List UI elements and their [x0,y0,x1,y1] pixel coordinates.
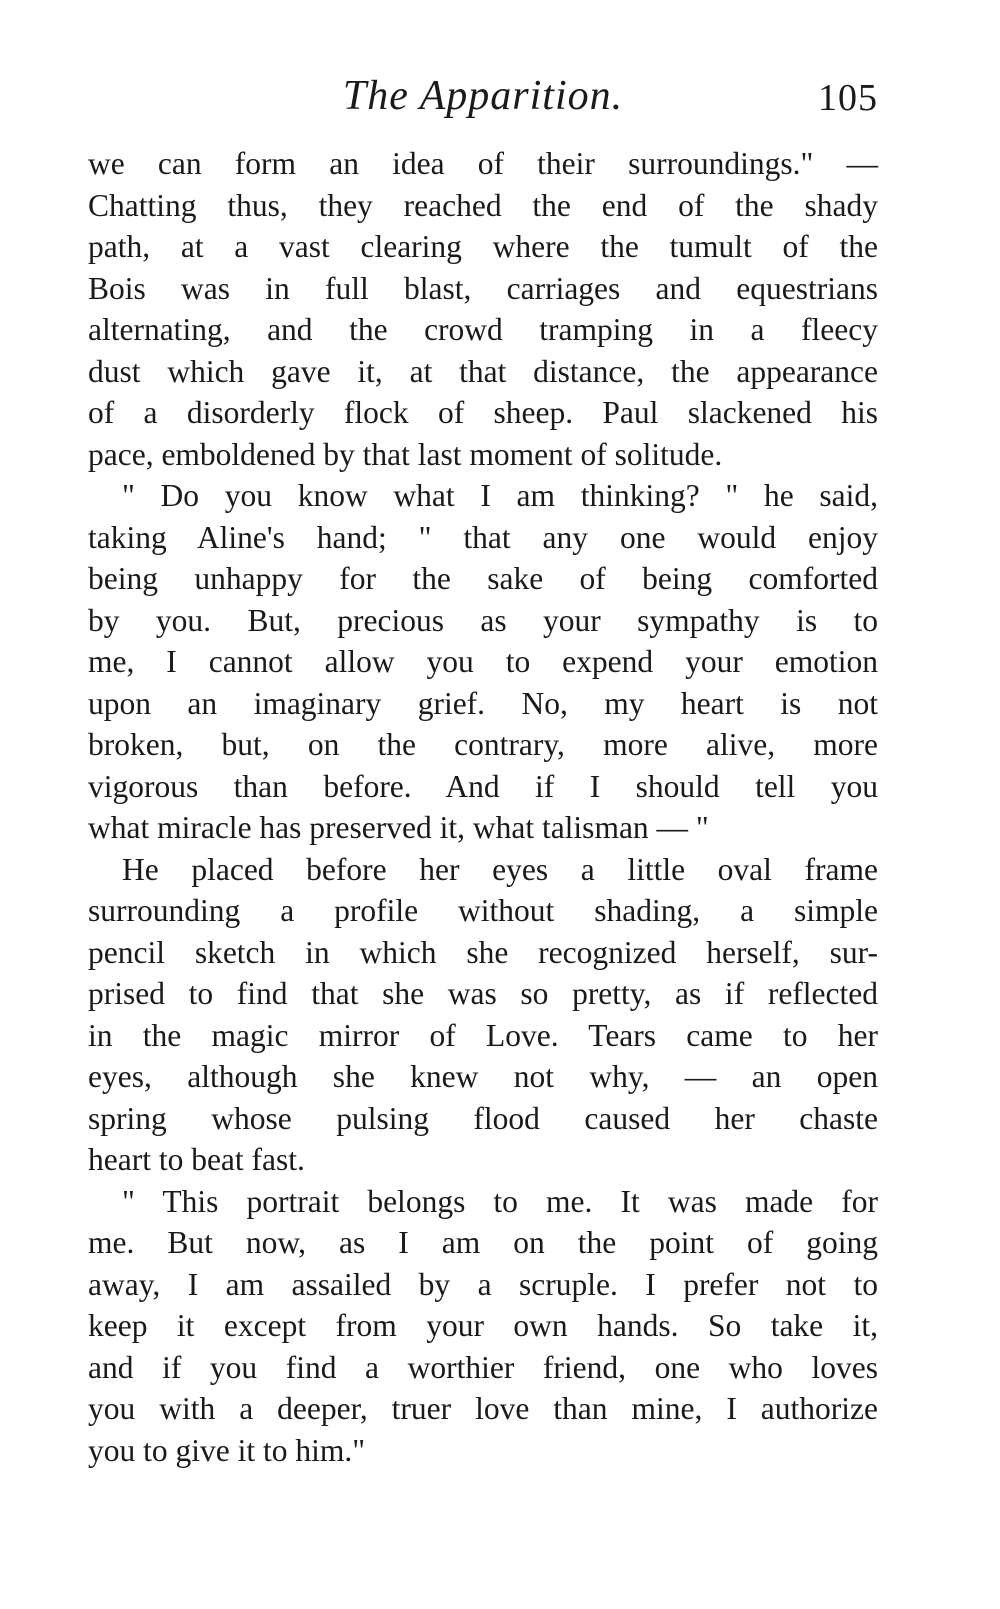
text-line: in the magic mirror of Love. Tears came to her [88,1017,878,1053]
text-line: upon an imaginary grief. No, my heart is not [88,685,878,721]
text-line: surrounding a profile without shading, a simple [88,893,878,928]
text-line: dust which gave it, at that distance, the appearance [88,353,878,389]
text-line: " Do you know what I am thinking? " he said, [122,478,878,513]
text-line: eyes, although she knew not why, — an open [88,1059,878,1094]
text-line: prised to find that she was so pretty, as if reflected [88,976,878,1011]
text-line: spring whose pulsing flood caused her chaste [88,1100,878,1136]
text-line: Bois was in full blast, carriages and equestrians [88,270,878,306]
text-line: He placed before her eyes a little oval frame [122,851,878,887]
text-line: by you. But, precious as your sympathy is to [88,602,878,638]
text-line: being unhappy for the sake of being comforted [88,561,878,596]
text-line: we can form an idea of their surroundings." — [88,146,878,181]
text-line: Chatting thus, they reached the end of the shady [88,187,878,223]
text-line: of a disorderly flock of sheep. Paul slackened his [88,395,878,430]
text-line: what miracle has preserved it, what talisman — " [88,810,709,845]
running-head [88,72,878,132]
text-line: pace, emboldened by that last moment of solitude. [88,436,723,472]
text-line: you with a deeper, truer love than mine, I authorize [88,1391,878,1426]
text-line: taking Aline's hand; " that any one would enjoy [88,519,878,555]
text-line: path, at a vast clearing where the tumult of the [88,229,878,264]
text-line: broken, but, on the contrary, more alive, more [88,727,878,762]
text-line: and if you find a worthier friend, one who loves [88,1349,878,1385]
text-line: " This portrait belongs to me. It was made for [122,1183,878,1219]
text-line: me, I cannot allow you to expend your emotion [88,644,878,679]
text-line: alternating, and the crowd tramping in a fleecy [88,312,878,347]
text-line: you to give it to him." [88,1432,366,1468]
text-line: keep it except from your own hands. So take it, [88,1308,878,1343]
text-line: vigorous than before. And if I should tell you [88,768,878,804]
text-line: pencil sketch in which she recognized herself, sur- [88,934,878,970]
body-text [88,143,878,1471]
text-line: away, I am assailed by a scruple. I prefer not to [88,1266,878,1302]
page-number: 105 [818,77,878,119]
text-line: heart to beat fast. [88,1142,305,1177]
running-title: The Apparition. [342,73,624,119]
text-line: me. But now, as I am on the point of going [88,1225,878,1260]
